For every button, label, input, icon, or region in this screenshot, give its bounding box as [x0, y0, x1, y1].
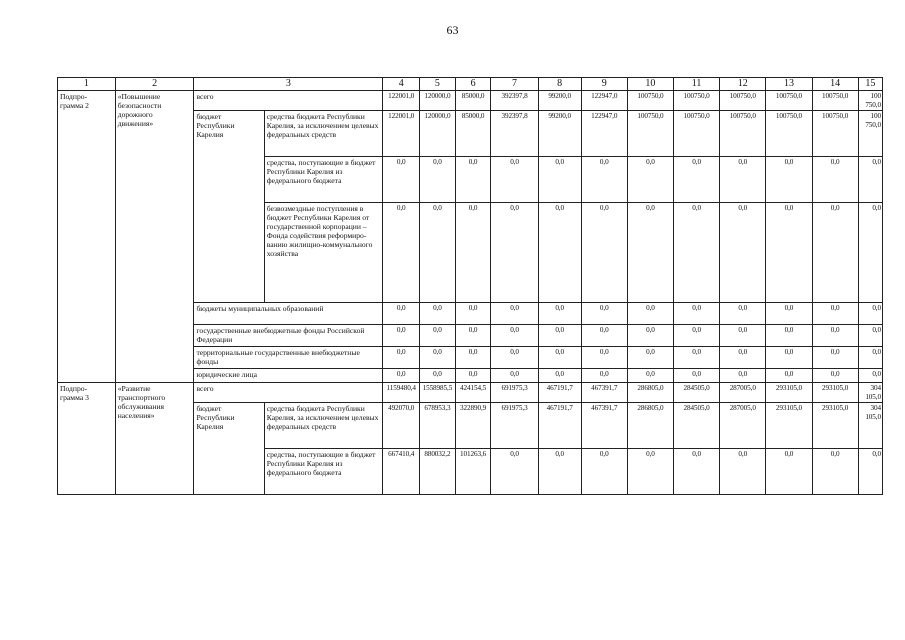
- value-cell: 0,0: [858, 449, 882, 495]
- value-cell: 0,0: [455, 369, 491, 383]
- program-name: «Развитие транспортного обслуживания населения»: [115, 383, 194, 495]
- value-cell: 0,0: [674, 325, 720, 347]
- budget-label: бюджет Республики Карелия: [194, 111, 264, 303]
- value-cell: 0,0: [720, 449, 766, 495]
- value-cell: 0,0: [538, 347, 581, 369]
- value-cell: 100750,0: [627, 91, 673, 111]
- value-cell: 85000,0: [455, 111, 491, 157]
- funding-source-label: территориальные государственные внебюджетные фонды: [194, 347, 383, 369]
- column-header: 8: [538, 78, 581, 91]
- column-header: 15: [858, 78, 882, 91]
- value-cell: 0,0: [538, 303, 581, 325]
- budget-source-label: средства бюджета Республики Карелия, за исключением целевых федеральных средств: [264, 403, 383, 449]
- value-cell: 0,0: [455, 325, 491, 347]
- value-cell: 0,0: [491, 203, 538, 303]
- value-cell: 691975,3: [491, 383, 538, 403]
- funding-table: [57, 77, 883, 495]
- value-cell: 0,0: [383, 369, 420, 383]
- value-cell: 0,0: [766, 303, 812, 325]
- value-cell: 1558985,5: [420, 383, 456, 403]
- value-cell: 0,0: [720, 325, 766, 347]
- value-cell: 0,0: [538, 157, 581, 203]
- value-cell: 0,0: [455, 347, 491, 369]
- value-cell: 0,0: [455, 157, 491, 203]
- value-cell: 100750,0: [627, 111, 673, 157]
- value-cell: 0,0: [766, 449, 812, 495]
- value-cell: 0,0: [766, 325, 812, 347]
- value-cell: 424154,5: [455, 383, 491, 403]
- budget-source-label: средства, поступающие в бюджет Республики Карелия из федерального бюджета: [264, 157, 383, 203]
- value-cell: 0,0: [766, 157, 812, 203]
- column-header: 13: [766, 78, 812, 91]
- value-cell: 0,0: [627, 449, 673, 495]
- value-cell: 284505,0: [674, 383, 720, 403]
- total-label: всего: [194, 383, 383, 403]
- value-cell: 880032,2: [420, 449, 456, 495]
- header-row: [58, 78, 883, 91]
- value-cell: 0,0: [720, 303, 766, 325]
- value-cell: 0,0: [538, 369, 581, 383]
- page-number: 63: [446, 23, 459, 37]
- value-cell: 100750,0: [720, 111, 766, 157]
- value-cell: 100750,0: [674, 111, 720, 157]
- program-name: «Повышение безопасности дорожного движения»: [115, 91, 194, 383]
- value-cell: 287005,0: [720, 403, 766, 449]
- value-cell: 0,0: [812, 369, 858, 383]
- value-cell: 0,0: [858, 303, 882, 325]
- value-cell: 392397,8: [491, 111, 538, 157]
- value-cell: 467391,7: [581, 383, 627, 403]
- column-header: 2: [115, 78, 194, 91]
- budget-source-label: средства бюджета Республики Карелия, за исключением целевых федеральных средств: [264, 111, 383, 157]
- value-cell: 0,0: [674, 449, 720, 495]
- value-cell: 0,0: [581, 449, 627, 495]
- value-cell: 691975,3: [491, 403, 538, 449]
- value-cell: 0,0: [627, 303, 673, 325]
- value-cell: 0,0: [420, 325, 456, 347]
- value-cell: 0,0: [766, 203, 812, 303]
- value-cell: 0,0: [674, 157, 720, 203]
- value-cell: 0,0: [581, 325, 627, 347]
- value-cell: 0,0: [627, 369, 673, 383]
- value-cell: 0,0: [627, 325, 673, 347]
- value-cell: 293105,0: [812, 403, 858, 449]
- value-cell: 100750,0: [812, 91, 858, 111]
- value-cell: 0,0: [766, 347, 812, 369]
- value-cell: 0,0: [581, 303, 627, 325]
- value-cell: 0,0: [383, 347, 420, 369]
- value-cell: 0,0: [383, 303, 420, 325]
- value-cell: 0,0: [627, 157, 673, 203]
- value-cell: 0,0: [812, 303, 858, 325]
- value-cell: 0,0: [858, 347, 882, 369]
- value-cell: 0,0: [812, 347, 858, 369]
- value-cell: 122947,0: [581, 111, 627, 157]
- column-header: 9: [581, 78, 627, 91]
- value-cell: 304 105,0: [858, 403, 882, 449]
- value-cell: 0,0: [812, 157, 858, 203]
- value-cell: 0,0: [766, 369, 812, 383]
- value-cell: 0,0: [491, 157, 538, 203]
- value-cell: 0,0: [538, 449, 581, 495]
- value-cell: 0,0: [674, 203, 720, 303]
- column-header: 6: [455, 78, 491, 91]
- value-cell: 0,0: [383, 325, 420, 347]
- value-cell: 100750,0: [766, 111, 812, 157]
- column-header: 5: [420, 78, 456, 91]
- value-cell: 100 750,0: [858, 111, 882, 157]
- value-cell: 293105,0: [766, 383, 812, 403]
- value-cell: 0,0: [455, 203, 491, 303]
- value-cell: 120000,0: [420, 91, 456, 111]
- program-label: Подпро- грамма 2: [58, 91, 116, 383]
- column-header: 11: [674, 78, 720, 91]
- column-header: 4: [383, 78, 420, 91]
- program-total-row: [58, 383, 883, 403]
- value-cell: 0,0: [858, 369, 882, 383]
- value-cell: 85000,0: [455, 91, 491, 111]
- value-cell: 304 105,0: [858, 383, 882, 403]
- budget-source-label: средства, поступающие в бюджет Республики Карелия из федерального бюджета: [264, 449, 383, 495]
- program-total-row: [58, 91, 883, 111]
- value-cell: 667410,4: [383, 449, 420, 495]
- column-header: 12: [720, 78, 766, 91]
- value-cell: 0,0: [420, 347, 456, 369]
- column-header: 3: [194, 78, 383, 91]
- program-label: Подпро- грамма 3: [58, 383, 116, 495]
- value-cell: 0,0: [581, 203, 627, 303]
- value-cell: 0,0: [420, 157, 456, 203]
- value-cell: 0,0: [538, 203, 581, 303]
- value-cell: 678953,3: [420, 403, 456, 449]
- column-header: 1: [58, 78, 116, 91]
- value-cell: 99200,0: [538, 91, 581, 111]
- column-header: 14: [812, 78, 858, 91]
- value-cell: 0,0: [581, 347, 627, 369]
- value-cell: 0,0: [812, 203, 858, 303]
- value-cell: 0,0: [720, 347, 766, 369]
- value-cell: 0,0: [420, 369, 456, 383]
- value-cell: 101263,6: [455, 449, 491, 495]
- value-cell: 0,0: [812, 325, 858, 347]
- value-cell: 0,0: [420, 203, 456, 303]
- value-cell: 0,0: [420, 303, 456, 325]
- funding-source-label: юридические лица: [194, 369, 383, 383]
- value-cell: 0,0: [627, 203, 673, 303]
- value-cell: 0,0: [627, 347, 673, 369]
- value-cell: 122001,0: [383, 111, 420, 157]
- value-cell: 0,0: [674, 369, 720, 383]
- value-cell: 0,0: [491, 449, 538, 495]
- value-cell: 100750,0: [720, 91, 766, 111]
- value-cell: 1159480,4: [383, 383, 420, 403]
- value-cell: 100750,0: [812, 111, 858, 157]
- funding-source-label: бюджеты муниципальных образований: [194, 303, 383, 325]
- value-cell: 0,0: [674, 303, 720, 325]
- value-cell: 492070,0: [383, 403, 420, 449]
- value-cell: 293105,0: [812, 383, 858, 403]
- value-cell: 0,0: [491, 369, 538, 383]
- value-cell: 467191,7: [538, 383, 581, 403]
- total-label: всего: [194, 91, 383, 111]
- value-cell: 100750,0: [674, 91, 720, 111]
- value-cell: 284505,0: [674, 403, 720, 449]
- value-cell: 0,0: [858, 203, 882, 303]
- value-cell: 392397,8: [491, 91, 538, 111]
- column-header: 10: [627, 78, 673, 91]
- value-cell: 322890,9: [455, 403, 491, 449]
- value-cell: 286805,0: [627, 383, 673, 403]
- value-cell: 0,0: [720, 369, 766, 383]
- value-cell: 100 750,0: [858, 91, 882, 111]
- value-cell: 0,0: [674, 347, 720, 369]
- value-cell: 0,0: [581, 157, 627, 203]
- value-cell: 0,0: [812, 449, 858, 495]
- value-cell: 0,0: [858, 325, 882, 347]
- value-cell: 0,0: [491, 303, 538, 325]
- value-cell: 0,0: [858, 157, 882, 203]
- value-cell: 0,0: [581, 369, 627, 383]
- value-cell: 286805,0: [627, 403, 673, 449]
- value-cell: 122001,0: [383, 91, 420, 111]
- value-cell: 0,0: [491, 325, 538, 347]
- column-header: 7: [491, 78, 538, 91]
- value-cell: 287005,0: [720, 383, 766, 403]
- budget-source-label: безвозмездные поступления в бюджет Республики Карелия от государственной корпорации – Фонда содействия реформиро-ванию жилищно-коммунального хозяйства: [264, 203, 383, 303]
- value-cell: 0,0: [383, 157, 420, 203]
- value-cell: 0,0: [455, 303, 491, 325]
- value-cell: 100750,0: [766, 91, 812, 111]
- budget-label: бюджет Республики Карелия: [194, 403, 264, 495]
- value-cell: 467191,7: [538, 403, 581, 449]
- funding-source-label: государственные внебюджетные фонды Российской Федерации: [194, 325, 383, 347]
- value-cell: 120000,0: [420, 111, 456, 157]
- value-cell: 0,0: [491, 347, 538, 369]
- value-cell: 0,0: [720, 203, 766, 303]
- value-cell: 293105,0: [766, 403, 812, 449]
- value-cell: 0,0: [720, 157, 766, 203]
- value-cell: 122947,0: [581, 91, 627, 111]
- value-cell: 0,0: [538, 325, 581, 347]
- value-cell: 467391,7: [581, 403, 627, 449]
- value-cell: 99200,0: [538, 111, 581, 157]
- value-cell: 0,0: [383, 203, 420, 303]
